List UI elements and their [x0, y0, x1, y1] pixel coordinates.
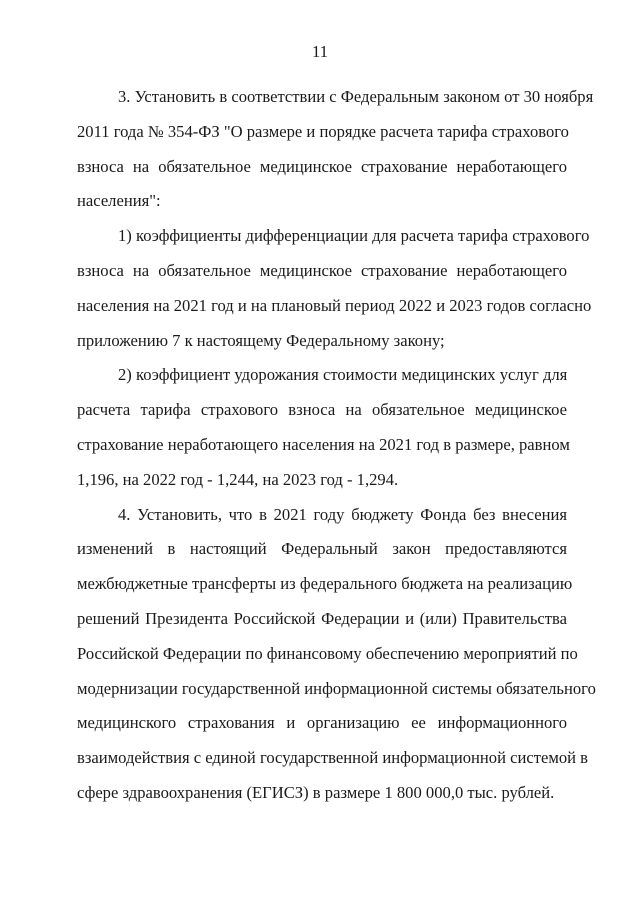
- paragraph-line: 3. Установить в соответствии с Федеральным законом от 30 ноября: [118, 87, 594, 106]
- paragraph-3-item-1: [77, 219, 592, 358]
- paragraph-line: страхование неработающего населения на 2021 год в размере, равном: [77, 434, 570, 454]
- page-number: 11: [311, 42, 329, 61]
- paragraph-line: модернизации государственной информационной системы обязательного: [77, 678, 596, 698]
- paragraph-line: взноса на обязательное медицинское страхование неработающего: [77, 260, 567, 280]
- paragraph-3-item-2: [77, 358, 570, 497]
- paragraph-line: изменений в настоящий Федеральный закон предоставляются: [77, 539, 567, 559]
- paragraph-line: Российской Федерации по финансовому обеспечению мероприятий по: [77, 643, 578, 663]
- paragraph-line: 1) коэффициенты дифференциации для расчета тарифа страхового: [118, 226, 590, 246]
- paragraph-line: взноса на обязательное медицинское страхование неработающего: [77, 156, 567, 176]
- paragraph-line: 1,196, на 2022 год - 1,244, на 2023 год - 1,294.: [77, 469, 399, 489]
- paragraph-line: взаимодействия с единой государственной информационной системой в: [77, 748, 588, 768]
- paragraph-line: 4. Установить, что в 2021 году бюджету Фонда без внесения: [118, 504, 567, 524]
- paragraph-line: населения":: [77, 191, 161, 211]
- paragraph-line: 2) коэффициент удорожания стоимости медицинских услуг для: [118, 365, 568, 385]
- paragraph-line: медицинского страхования и организацию ее информационного: [77, 713, 567, 733]
- paragraph-line: приложению 7 к настоящему Федеральному закону;: [77, 330, 445, 350]
- paragraph-line: межбюджетные трансферты из федерального бюджета на реализацию: [77, 574, 573, 594]
- paragraph-line: расчета тарифа страхового взноса на обязательное медицинское: [77, 400, 567, 420]
- paragraph-line: сфере здравоохранения (ЕГИСЗ) в размере 1 800 000,0 тыс. рублей.: [77, 782, 555, 802]
- document-body: [77, 80, 596, 811]
- paragraph-3: [77, 80, 594, 219]
- paragraph-4: [77, 498, 596, 811]
- paragraph-line: населения на 2021 год и на плановый период 2022 и 2023 годов согласно: [77, 295, 592, 315]
- paragraph-line: 2011 года № 354-ФЗ "О размере и порядке расчета тарифа страхового: [77, 121, 569, 141]
- paragraph-line: решений Президента Российской Федерации и (или) Правительства: [77, 608, 567, 628]
